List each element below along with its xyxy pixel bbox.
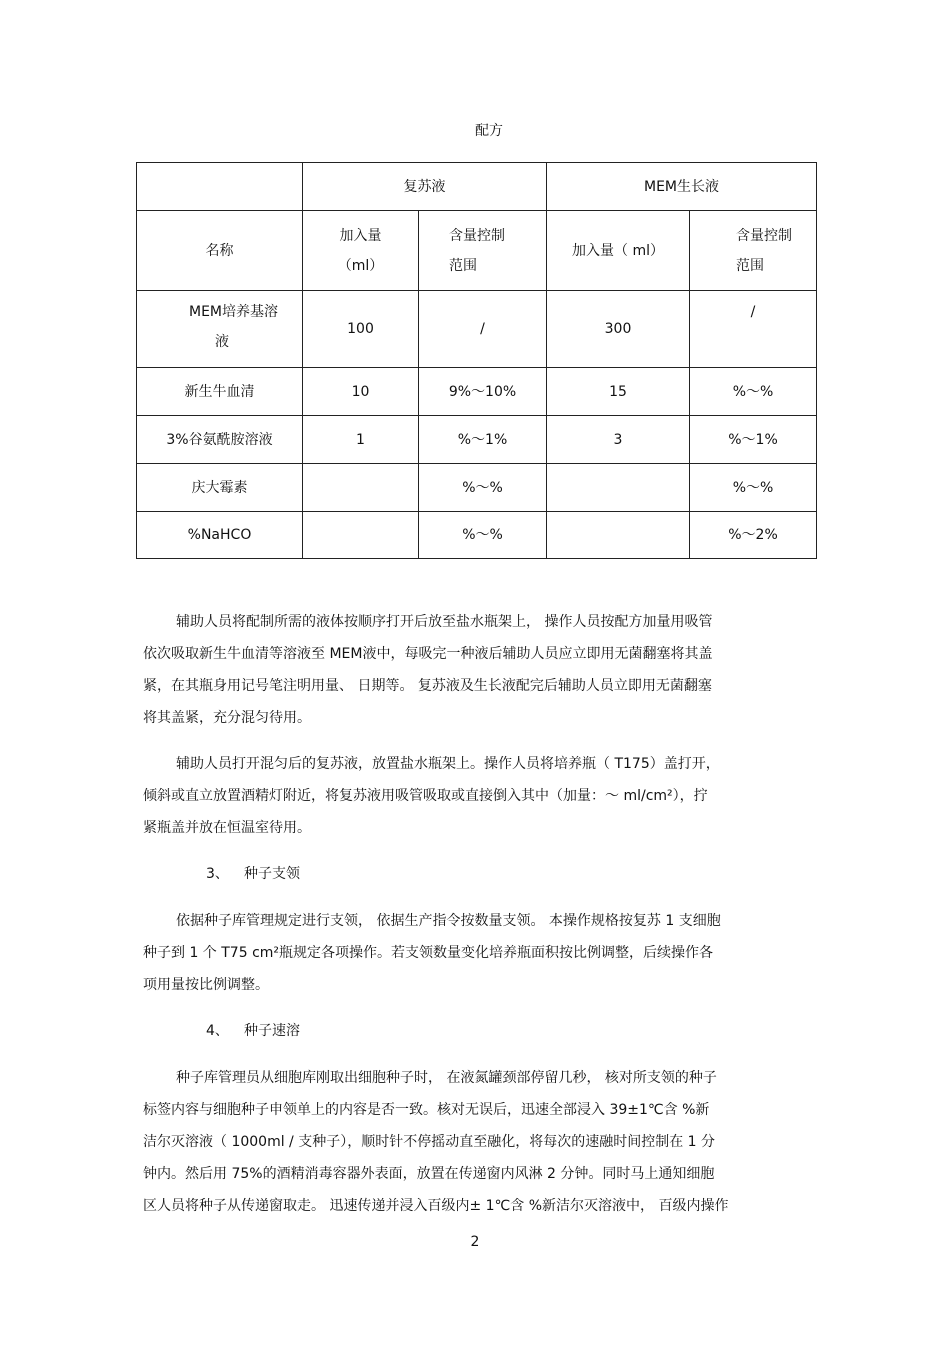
- subheader-growth-amount: 加入量（ ml）: [547, 211, 690, 291]
- row-growth-range: /: [690, 291, 817, 368]
- paragraph-line: 项用量按比例调整。: [143, 977, 269, 993]
- paragraph-line: 倾斜或直立放置酒精灯附近，将复苏液用吸管吸取或直接倒入其中（加量：～ ml/cm²），拧: [143, 788, 708, 804]
- subheader-name: 名称: [137, 211, 303, 291]
- paragraph-line: 标签内容与细胞种子申领单上的内容是否一致。核对无误后，迅速全部浸入 39±1℃含 %新: [143, 1102, 710, 1118]
- row-growth-range: %～%: [690, 464, 817, 512]
- paragraph-line: 将其盖紧，充分混匀待用。: [143, 710, 311, 726]
- row-revival-range: %～%: [419, 512, 547, 559]
- row-revival-amount: [303, 464, 419, 512]
- paragraph-line: 紧瓶盖并放在恒温室待用。: [143, 820, 311, 836]
- page-heading: 配方: [475, 123, 503, 139]
- page-number: 2: [470, 1234, 480, 1250]
- section-4-number: 4、: [206, 1023, 229, 1039]
- row-growth-amount: [547, 464, 690, 512]
- paragraph-line: 辅助人员打开混匀后的复苏液，放置盐水瓶架上。操作人员将培养瓶（ T175）盖打开，: [176, 756, 720, 772]
- row-name: 新生牛血清: [137, 368, 303, 416]
- row-growth-range: %～%: [690, 368, 817, 416]
- row-name: 3%谷氨酰胺溶液: [137, 416, 303, 464]
- row-name: 庆大霉素: [137, 464, 303, 512]
- paragraph-line: 种子库管理员从细胞库刚取出细胞种子时， 在液氮罐颈部停留几秒， 核对所支领的种子: [176, 1070, 717, 1086]
- row-growth-range: %～1%: [690, 416, 817, 464]
- paragraph-line: 种子到 1 个 T75 cm²瓶规定各项操作。若支领数量变化培养瓶面积按比例调整，后续操作各: [143, 945, 714, 961]
- row-revival-amount: 10: [303, 368, 419, 416]
- row-growth-amount: [547, 512, 690, 559]
- paragraph-line: 辅助人员将配制所需的液体按顺序打开后放至盐水瓶架上， 操作人员按配方加量用吸管: [176, 614, 713, 630]
- row-revival-amount: [303, 512, 419, 559]
- table-row: [137, 416, 817, 464]
- row-growth-amount: 300: [547, 291, 690, 368]
- subheader-growth-range: 含量控制 范围: [690, 211, 817, 291]
- row-growth-range: %～2%: [690, 512, 817, 559]
- paragraph-line: 依次吸取新生牛血清等溶液至 MEM液中，每吸完一种液后辅助人员应立即用无菌翻塞将其盖: [143, 646, 713, 662]
- header-revival: 复苏液: [303, 163, 547, 211]
- paragraph-line: 区人员将种子从传递窗取走。 迅速传递并浸入百级内± 1℃含 %新洁尔灭溶液中， 百级内操作: [143, 1198, 729, 1214]
- section-4-title: 种子速溶: [244, 1023, 300, 1039]
- section-3-title: 种子支领: [244, 866, 300, 882]
- table-row: [137, 464, 817, 512]
- row-name: %NaHCO: [137, 512, 303, 559]
- row-name: MEM培养基溶 液: [137, 291, 303, 368]
- row-growth-amount: 3: [547, 416, 690, 464]
- row-growth-amount: 15: [547, 368, 690, 416]
- row-revival-range: 9%～10%: [419, 368, 547, 416]
- table-row: [137, 368, 817, 416]
- row-revival-range: %～1%: [419, 416, 547, 464]
- header-blank-cell: [137, 163, 303, 211]
- row-revival-amount: 1: [303, 416, 419, 464]
- table-subheader-row: [137, 211, 817, 291]
- subheader-revival-amount: 加入量 （ml）: [303, 211, 419, 291]
- paragraph-line: 钟内。然后用 75%的酒精消毒容器外表面，放置在传递窗内风淋 2 分钟。同时马上通知细胞: [143, 1166, 715, 1182]
- subheader-revival-range: 含量控制 范围: [419, 211, 547, 291]
- paragraph-line: 紧，在其瓶身用记号笔注明用量、 日期等。 复苏液及生长液配完后辅助人员立即用无菌翻塞: [143, 678, 712, 694]
- table-header-row: [137, 163, 817, 211]
- formula-table: [136, 162, 817, 559]
- paragraph-line: 依据种子库管理规定进行支领， 依据生产指令按数量支领。 本操作规格按复苏 1 支细胞: [176, 913, 721, 929]
- header-growth: MEM生长液: [547, 163, 817, 211]
- table-row: [137, 291, 817, 368]
- row-revival-amount: 100: [303, 291, 419, 368]
- row-revival-range: /: [419, 291, 547, 368]
- section-3-number: 3、: [206, 866, 229, 882]
- table-row: [137, 512, 817, 559]
- paragraph-line: 洁尔灭溶液（ 1000ml / 支种子），顺时针不停摇动直至融化，将每次的速融时间控制在 1 分: [143, 1134, 716, 1150]
- row-revival-range: %～%: [419, 464, 547, 512]
